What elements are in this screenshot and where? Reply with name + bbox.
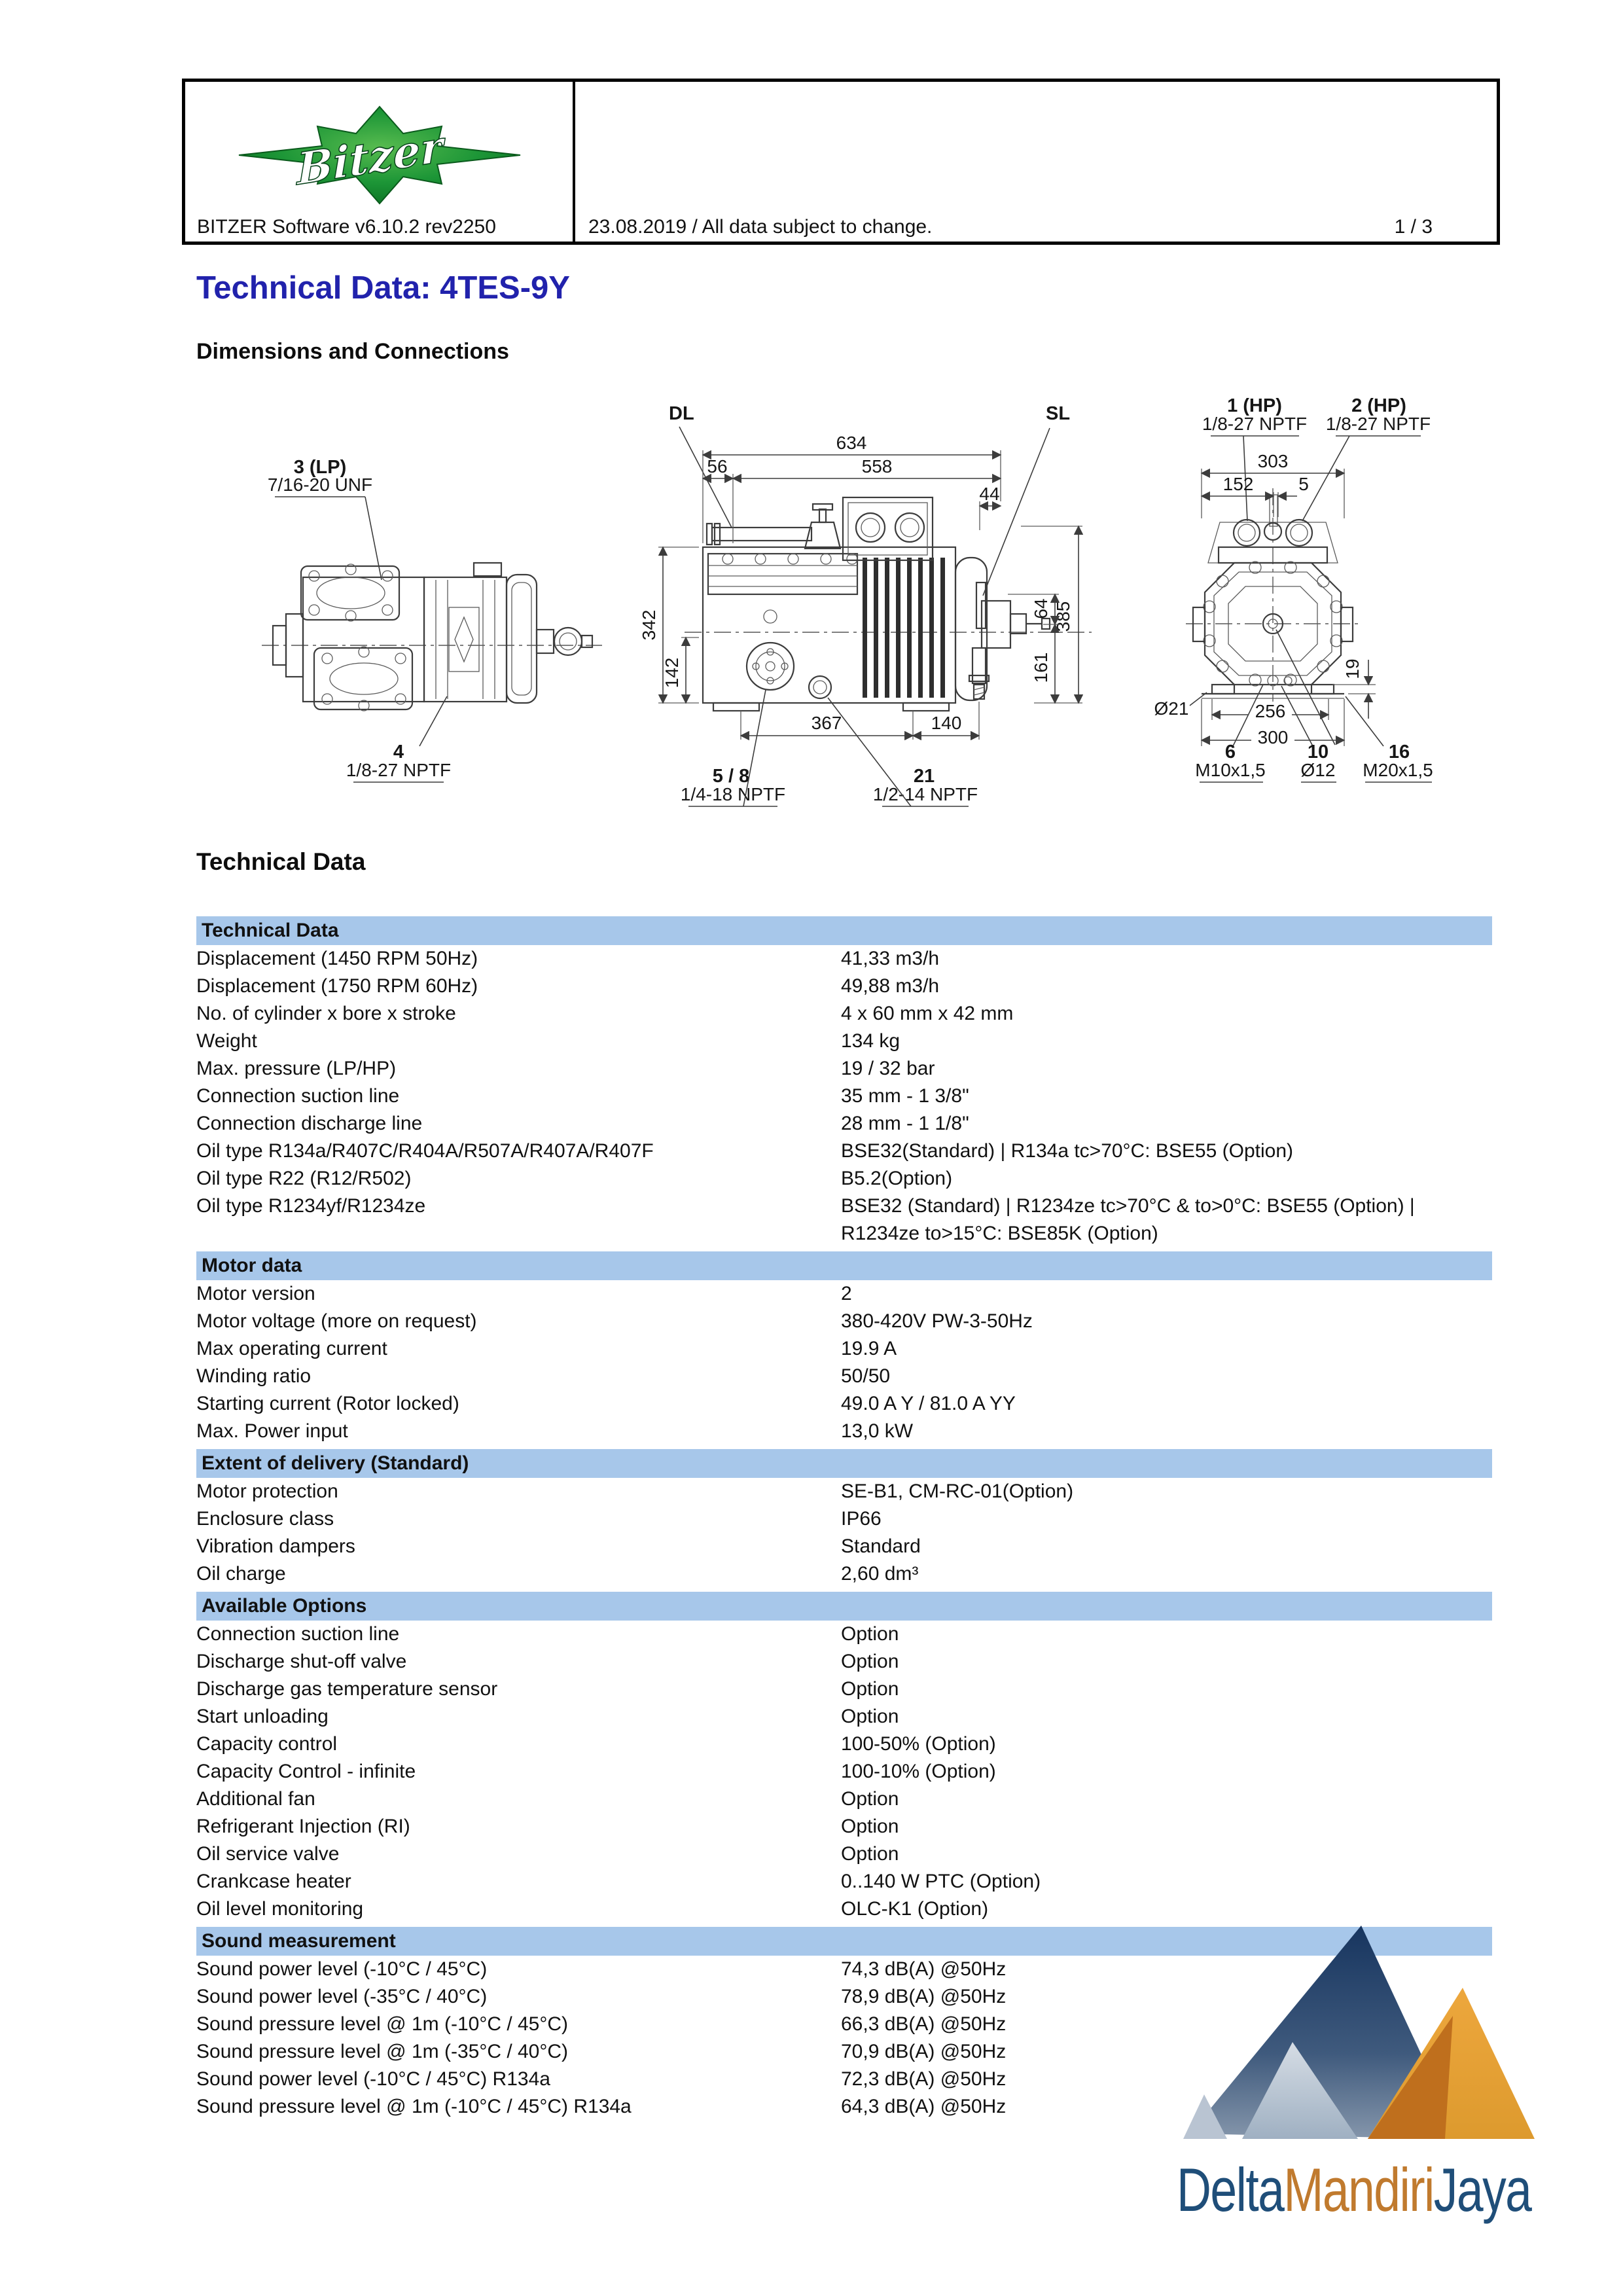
row-value: Option: [841, 1678, 899, 1700]
row-label: Max. pressure (LP/HP): [196, 1058, 397, 1079]
port-1hp-thread-label: 1/8-27 NPTF: [1202, 414, 1308, 434]
row-value: 70,9 dB(A) @50Hz: [841, 2041, 1007, 2062]
header-box: [182, 79, 1500, 245]
table-row: [196, 945, 1492, 973]
table-row: [196, 1363, 1492, 1390]
table-row: [196, 1731, 1492, 1758]
section-heading-technical-data: Technical Data: [196, 848, 366, 875]
header-date: 23.08.2019 / All data subject to change.: [588, 216, 933, 238]
sl-label: SL: [1046, 403, 1071, 424]
top-view-drawing: [262, 457, 602, 782]
row-value: Option: [841, 1623, 899, 1645]
row-label: Oil type R134a/R407C/R404A/R507A/R407A/R407F: [196, 1140, 654, 1162]
row-value: 0..140 W PTC (Option): [841, 1871, 1041, 1892]
row-value: IP66: [841, 1508, 882, 1530]
table-row: [196, 1165, 1492, 1193]
table-row: [196, 1676, 1492, 1703]
row-label: No. of cylinder x bore x stroke: [196, 1003, 456, 1024]
row-value: 100-50% (Option): [841, 1733, 996, 1755]
row-value: Option: [841, 1651, 899, 1672]
dim-303-label: 303: [1257, 451, 1289, 471]
table-row: [196, 1533, 1492, 1560]
row-label: Winding ratio: [196, 1365, 312, 1387]
front-view-drawing: [1154, 395, 1433, 782]
row-label: Crankcase heater: [196, 1871, 351, 1892]
row-value: 2,60 dm³: [841, 1563, 919, 1585]
table-row: [196, 1478, 1492, 1505]
table-row: [196, 1785, 1492, 1813]
row-label: Connection suction line: [196, 1623, 400, 1645]
page-number: 1 / 3: [1394, 216, 1433, 238]
dim-19-label: 19: [1342, 658, 1363, 679]
dimension-drawing: [0, 393, 1623, 825]
port-3lp-label: 3 (LP): [293, 457, 347, 478]
row-value: BSE32 (Standard) | R1234ze tc>70°C & to>0°C: BSE55 (Option) | R1234ze to>15°C: BSE85K (Option): [841, 1195, 1415, 1244]
table-row: [196, 1418, 1492, 1445]
table-row: [196, 1758, 1492, 1785]
row-value: 35 mm - 1 3/8": [841, 1085, 969, 1107]
dim-dia21-label: Ø21: [1154, 698, 1189, 719]
row-label: Displacement (1450 RPM 50Hz): [196, 948, 478, 969]
row-value: 100-10% (Option): [841, 1761, 996, 1782]
row-value: 19 / 32 bar: [841, 1058, 935, 1079]
row-label: Max operating current: [196, 1338, 387, 1359]
port-6-thread-label: M10x1,5: [1195, 760, 1266, 780]
row-label: Sound pressure level @ 1m (-10°C / 45°C) R134a: [196, 2096, 632, 2117]
row-label: Sound power level (-35°C / 40°C): [196, 1986, 488, 2007]
row-label: Discharge shut-off valve: [196, 1651, 407, 1672]
row-value: 41,33 m3/h: [841, 948, 940, 969]
row-value: 2: [841, 1283, 852, 1304]
row-label: Max. Power input: [196, 1420, 348, 1442]
table-row: [196, 1868, 1492, 1895]
row-value: OLC-K1 (Option): [841, 1898, 989, 1920]
port-10-label: 10: [1307, 742, 1329, 762]
row-value: Option: [841, 1788, 899, 1810]
row-label: Capacity Control - infinite: [196, 1761, 416, 1782]
table-row: [196, 1621, 1492, 1648]
table-section-header: Available Options: [196, 1592, 1492, 1621]
dl-label: DL: [669, 403, 694, 424]
table-row: [196, 1083, 1492, 1110]
dim-367-label: 367: [811, 713, 842, 733]
row-label: Enclosure class: [196, 1508, 334, 1530]
dim-5-label: 5: [1298, 474, 1309, 494]
row-value: Option: [841, 1843, 899, 1865]
row-value: 72,3 dB(A) @50Hz: [841, 2068, 1007, 2090]
port-21-thread-label: 1/2-14 NPTF: [872, 784, 978, 804]
side-view-drawing: [639, 403, 1092, 806]
row-value: 49.0 A Y / 81.0 A YY: [841, 1393, 1016, 1414]
row-label: Sound pressure level @ 1m (-10°C / 45°C): [196, 2013, 569, 2035]
dim-152-label: 152: [1222, 474, 1254, 494]
dim-142-label: 142: [662, 657, 682, 689]
row-label: Vibration dampers: [196, 1535, 355, 1557]
table-row: [196, 1813, 1492, 1840]
port-6-label: 6: [1224, 742, 1236, 762]
table-row: [196, 1000, 1492, 1028]
table-row: [196, 1335, 1492, 1363]
table-row: [196, 1703, 1492, 1731]
row-label: Starting current (Rotor locked): [196, 1393, 459, 1414]
table-section-header: Motor data: [196, 1251, 1492, 1280]
table-row: [196, 973, 1492, 1000]
dim-140-label: 140: [931, 713, 962, 733]
row-value: 50/50: [841, 1365, 891, 1387]
row-label: Start unloading: [196, 1706, 329, 1727]
table-row: [196, 1505, 1492, 1533]
row-value: BSE32(Standard) | R134a tc>70°C: BSE55 (Option): [841, 1140, 1293, 1162]
row-value: 49,88 m3/h: [841, 975, 940, 997]
dim-300-label: 300: [1257, 727, 1289, 747]
table-row: [196, 1840, 1492, 1868]
row-label: Motor version: [196, 1283, 315, 1304]
port-4-thread-label: 1/8-27 NPTF: [346, 760, 452, 780]
dim-44-label: 44: [979, 484, 1000, 504]
port-16-thread-label: M20x1,5: [1363, 760, 1433, 780]
row-label: Connection suction line: [196, 1085, 400, 1107]
bitzer-logo-icon: [232, 98, 527, 215]
row-value: 13,0 kW: [841, 1420, 914, 1442]
port-10-thread-label: Ø12: [1300, 760, 1336, 780]
row-value: 64,3 dB(A) @50Hz: [841, 2096, 1007, 2117]
table-section-header: Technical Data: [196, 916, 1492, 945]
delta-mandiri-jaya-logo: [1165, 1914, 1558, 2268]
subtitle-dimensions: Dimensions and Connections: [196, 339, 509, 364]
port-2hp-thread-label: 1/8-27 NPTF: [1325, 414, 1431, 434]
row-value: Option: [841, 1706, 899, 1727]
port-3lp-thread-label: 7/16-20 UNF: [267, 475, 373, 495]
row-value: Standard: [841, 1535, 921, 1557]
port-16-label: 16: [1388, 742, 1410, 762]
table-row: [196, 1193, 1492, 1247]
table-row: [196, 1110, 1492, 1138]
row-value: 134 kg: [841, 1030, 901, 1052]
row-value: SE-B1, CM-RC-01(Option): [841, 1480, 1074, 1502]
row-value: Option: [841, 1816, 899, 1837]
table-row: [196, 1560, 1492, 1588]
row-label: Sound power level (-10°C / 45°C): [196, 1958, 488, 1980]
port-58-thread-label: 1/4-18 NPTF: [680, 784, 786, 804]
table-section-header: Sound measurement: [196, 1927, 1492, 1956]
dim-256-label: 256: [1255, 701, 1286, 721]
row-label: Discharge gas temperature sensor: [196, 1678, 498, 1700]
row-value: B5.2(Option): [841, 1168, 953, 1189]
row-label: Additional fan: [196, 1788, 315, 1810]
row-value: 78,9 dB(A) @50Hz: [841, 1986, 1007, 2007]
table-section-header: Extent of delivery (Standard): [196, 1449, 1492, 1478]
row-label: Capacity control: [196, 1733, 338, 1755]
row-value: 28 mm - 1 1/8": [841, 1113, 969, 1134]
bitzer-logo-text: Bitzer: [296, 120, 444, 196]
software-version: BITZER Software v6.10.2 rev2250: [197, 216, 496, 238]
dim-64-label: 64: [1031, 598, 1051, 619]
dim-558-label: 558: [861, 456, 893, 476]
row-label: Oil charge: [196, 1563, 286, 1585]
row-label: Sound pressure level @ 1m (-35°C / 40°C): [196, 2041, 569, 2062]
dim-385-label: 385: [1053, 601, 1073, 632]
table-row: [196, 1308, 1492, 1335]
row-value: 66,3 dB(A) @50Hz: [841, 2013, 1007, 2035]
header-divider: [573, 82, 575, 242]
port-58-label: 5 / 8: [712, 766, 750, 787]
footer-logo-text: DeltaMandiriJaya: [1177, 2155, 1531, 2225]
dim-634-label: 634: [836, 433, 867, 453]
row-label: Weight: [196, 1030, 257, 1052]
port-2hp-label: 2 (HP): [1351, 395, 1406, 416]
row-label: Motor protection: [196, 1480, 338, 1502]
table-row: [196, 1138, 1492, 1165]
row-value: 19.9 A: [841, 1338, 897, 1359]
row-value: 380-420V PW-3-50Hz: [841, 1310, 1033, 1332]
table-row: [196, 1648, 1492, 1676]
dim-342-label: 342: [639, 609, 659, 641]
page-title: Technical Data: 4TES-9Y: [196, 270, 570, 306]
port-21-label: 21: [913, 766, 935, 787]
port-1hp-label: 1 (HP): [1227, 395, 1282, 416]
row-label: Oil level monitoring: [196, 1898, 364, 1920]
row-label: Motor voltage (more on request): [196, 1310, 477, 1332]
table-row: [196, 1390, 1492, 1418]
row-label: Displacement (1750 RPM 60Hz): [196, 975, 478, 997]
row-label: Connection discharge line: [196, 1113, 423, 1134]
port-4-label: 4: [393, 742, 404, 762]
row-label: Oil type R22 (R12/R502): [196, 1168, 412, 1189]
dim-161-label: 161: [1031, 652, 1051, 683]
row-label: Refrigerant Injection (RI): [196, 1816, 410, 1837]
table-row: [196, 1028, 1492, 1055]
table-row: [196, 1280, 1492, 1308]
dim-56-label: 56: [707, 456, 728, 476]
row-label: Oil service valve: [196, 1843, 340, 1865]
row-label: Sound power level (-10°C / 45°C) R134a: [196, 2068, 550, 2090]
row-value: 74,3 dB(A) @50Hz: [841, 1958, 1007, 1980]
row-value: 4 x 60 mm x 42 mm: [841, 1003, 1014, 1024]
row-label: Oil type R1234yf/R1234ze: [196, 1195, 426, 1217]
table-row: [196, 1055, 1492, 1083]
